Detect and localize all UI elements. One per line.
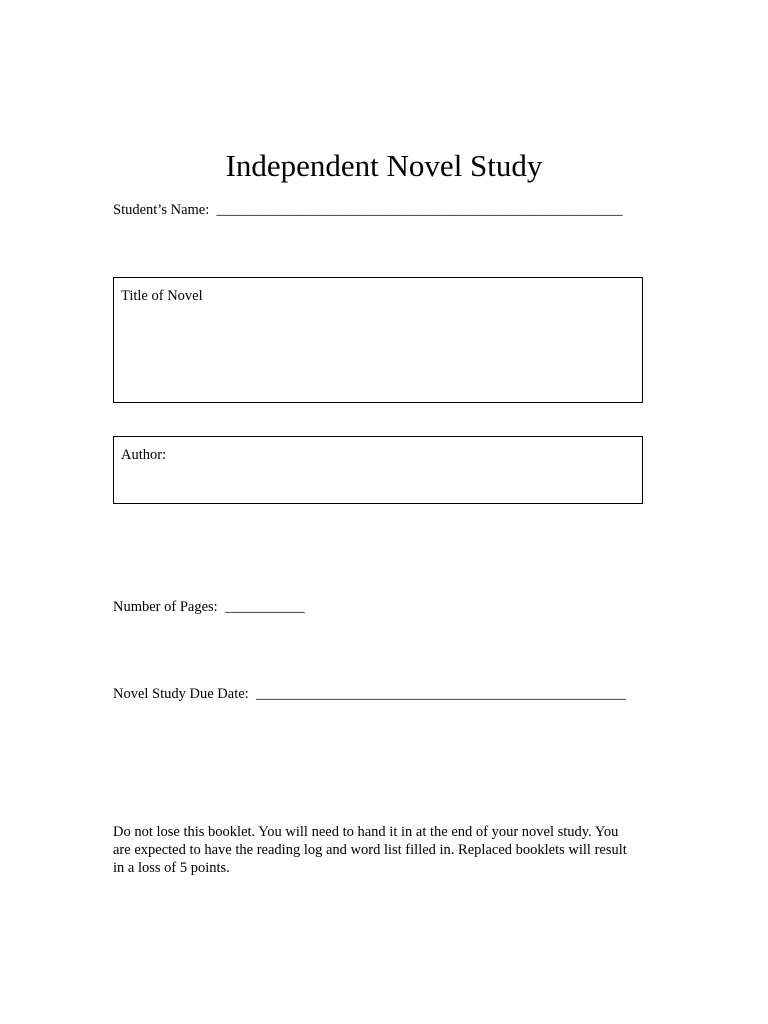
student-name-label: Student’s Name: <box>113 202 210 218</box>
number-of-pages-blank[interactable]: ___________ <box>224 599 305 615</box>
note-line: Do not lose this booklet. You will need to hand it in at the end of your novel study. You <box>113 824 619 840</box>
student-name-row <box>113 201 623 219</box>
page-title: Independent Novel Study <box>225 148 543 183</box>
due-date-label: Novel Study Due Date: <box>113 686 249 702</box>
student-name-blank[interactable]: ________________________________________________________ <box>216 202 623 218</box>
author-box[interactable] <box>113 436 643 504</box>
novel-title-box[interactable] <box>113 277 643 403</box>
due-date-blank[interactable]: ___________________________________________________ <box>255 686 626 702</box>
due-date-row <box>113 685 626 703</box>
number-of-pages-row <box>113 598 305 616</box>
author-label: Author: <box>121 447 167 463</box>
number-of-pages-label: Number of Pages: <box>113 599 218 615</box>
note-line: are expected to have the reading log and word list filled in. Replaced booklets will result <box>113 842 627 858</box>
booklet-note <box>113 823 658 877</box>
novel-title-label: Title of Novel <box>121 288 203 304</box>
note-line: in a loss of 5 points. <box>113 860 230 876</box>
